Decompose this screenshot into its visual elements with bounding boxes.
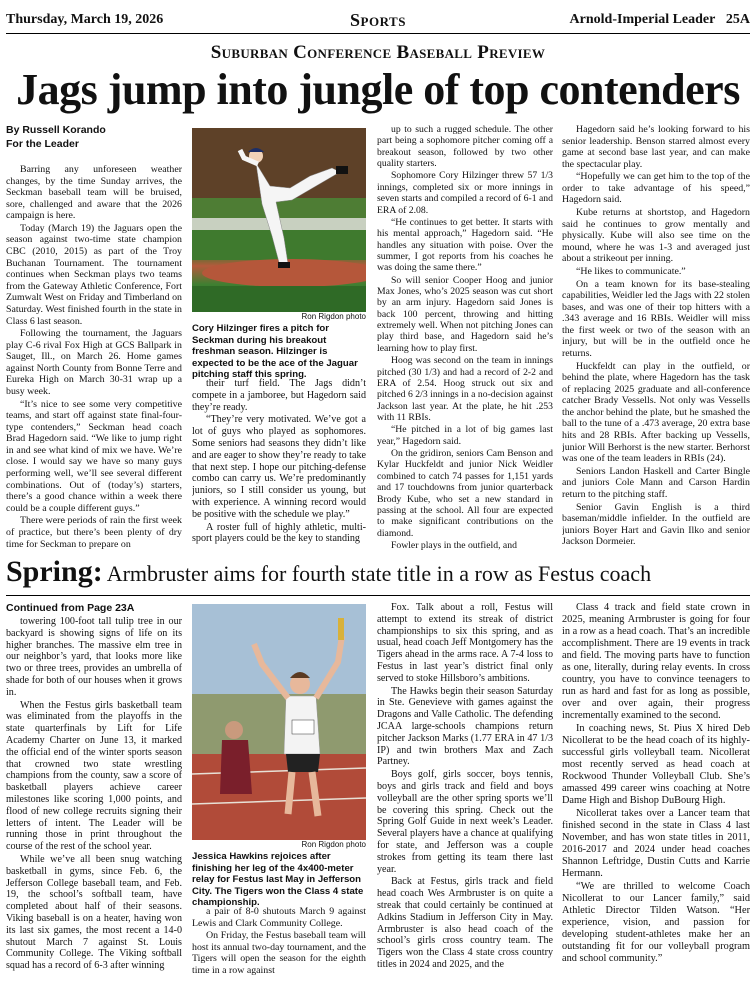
- body-paragraph: “Hopefully we can get him to the top of the order to take advantage of his speed,” Hagedorn said.: [562, 171, 750, 206]
- body-paragraph: “They’re very motivated. We’ve got a lot of guys who played as sophomores. Some seniors had seasons they didn’t like and are eager to show they’re ready to take that next step. I hope our pitching-defense combo can carry us. We’re predominantly juniors, so I still consider us young, but with experience. A winning record would be positive with the schedule we play.”: [192, 414, 366, 520]
- photo2-caption: Jessica Hawkins rejoices after finishing her leg of the 4x400-meter relay for Festus last May in Jefferson City. The Tigers won the Class 4 state championship.: [192, 851, 364, 908]
- paper-name: Arnold-Imperial Leader: [569, 12, 716, 27]
- body-paragraph: In coaching news, St. Pius X hired Deb Nicollerat to be the head coach of its highly-successful girls volleyball team. Nicollerat most recently served as head coach at Rockwood Thunder Volleyball Club. She’s amassed 499 career wins coaching at Notre Dame High and Bishop DuBourg High.: [562, 723, 750, 807]
- story2-column-1: [6, 602, 182, 977]
- body-paragraph: Nicollerat takes over a Lancer team that finished second in the state in Class 4 last November, and has won state titles in 2011, 2016-2017 and 2024 under head coaches Shannon Leftridge, Dustin Cutts and Karrie Hermann.: [562, 808, 750, 880]
- body-paragraph: Following the tournament, the Jaguars play C-6 rival Fox High at GCS Ballpark in Sauget, Ill., on March 26. Home games against North County from Bonne Terre and Eureka High on March 30-31 wrap up a busy week.: [6, 328, 182, 397]
- newspaper-page: [6, 6, 750, 977]
- body-paragraph: a pair of 8-0 shutouts March 9 against Lewis and Clark Community College.: [192, 906, 366, 929]
- body-paragraph: Kube returns at shortstop, and Hagedorn said he continues to grow mentally and physically. Kube will also see time on the mound, where he was 1-3 and averaged just about a strikeout per inning.: [562, 207, 750, 265]
- body-paragraph: Fox. Talk about a roll, Festus will attempt to extend its streak of district championships to six this spring, and as usual, head coach Jeff Montgomery has the Tigers ahead in the arms race. A 7-4 loss to Festus in last year’s district final only served to stoke Hillsboro’s ambitions.: [377, 602, 553, 684]
- photo2-credit: Ron Rigdon photo: [301, 840, 366, 849]
- issue-date: Thursday, March 19, 2026: [6, 12, 164, 27]
- body-paragraph: “He likes to communicate.”: [576, 265, 686, 277]
- page-folio: [6, 6, 750, 34]
- body-paragraph: “He pitched in a lot of big games last year,” Hagedorn said.: [377, 424, 553, 447]
- body-paragraph: Fowler plays in the outfield, and: [391, 539, 517, 551]
- runner-illustration: [192, 604, 366, 840]
- story1-column-4: [562, 124, 750, 552]
- jump-line: Continued from Page 23A: [6, 602, 135, 614]
- body-paragraph: Back at Festus, girls track and field head coach Wes Armbruster is on quite a streak that could certainly be continued at Adkins Stadium in Jefferson City in May. Armbruster is also head coach of the school’s girls cross country team. The Tigers won the Class 4 state cross country titles in 2024 and 2025, and the: [377, 876, 553, 970]
- story-headline: Jags jump into jungle of top contenders: [16, 65, 740, 114]
- body-paragraph: Senior Gavin English is a third baseman/middle infielder. In the outfield are juniors Boyer Hart and Gavin Ilko and senior Jackson Dormeier.: [562, 501, 750, 548]
- body-paragraph: Boys golf, girls soccer, boys tennis, boys and girls track and field and boys volleyball are the other spring sports we’ll be covering this spring. Check out the Spring Golf Guide in next week’s Leader. Several players have a chance at qualifying for state, and Jefferson was a couple strokes from getting its team there last year.: [377, 769, 553, 875]
- body-paragraph: Seniors Landon Haskell and Carter Bingle and juniors Cole Mann and Carson Hardin return to the pitching staff.: [562, 465, 750, 500]
- story-kicker: Suburban Conference Baseball Preview: [210, 42, 546, 63]
- story1-column-1: [6, 124, 182, 552]
- body-paragraph: up to such a rugged schedule. The other part being a sophomore pitcher coming off a breakout season, followed by two other quality starters.: [377, 124, 553, 170]
- story2-column-2: [192, 906, 366, 977]
- body-paragraph: When the Festus girls basketball team was eliminated from the playoffs in the state quarterfinals by Lift for Life Academy Charter on June 13, it marked the official end of the winter sports season that crowned two state wrestling champions from the county, saw a score of basketball players achieve career milestones like scoring 1,000 points, and flood of new college recruits signing their letters of intent. The Leader will be running those in print throughout the course of the rest of the school year.: [6, 699, 182, 853]
- photo-credit: Ron Rigdon photo: [301, 312, 366, 321]
- pitcher-illustration: [192, 128, 366, 312]
- body-paragraph: There were periods of rain the first week of practice, but there’s been plenty of dry time for Seckman to prepare on: [6, 515, 182, 550]
- story2-divider: [6, 595, 750, 596]
- section-name: Sports: [350, 10, 406, 30]
- body-paragraph: So will senior Cooper Hoog and junior Max Jones, who’s 2025 season was cut short by an arm injury. Hagedorn said Jones is back 100 percent, throwing and hitting extremely well. When not pitching Jones can play third base, and Hagedorn said he’s learning how to play first.: [377, 274, 553, 354]
- body-paragraph: “It’s nice to see some very competitive teams, and start off against state final-four-type contenders,” Seckman head coach Brad Hagedorn said. “We like to jump right in and see what kind of mix we have. We’re close. I would say we have so many guys performing well, we’ll see several different combinations. Out of (today’s) starters, there’s a good chance within a week there could be a couple different guys.”: [6, 398, 182, 514]
- body-paragraph: “He continues to get better. It starts with his mental approach,” Hagedorn said. “He handles any situation with poise. Over the summer, I got reports from his coaches he was doing the same there.”: [377, 216, 553, 274]
- body-paragraph: Huckfeldt can play in the outfield, or behind the plate, where Hagedorn has the task of replacing 2025 graduate and all-conference catcher Brady Vessells. Not only was Vessells the anchor behind the plate, but he smashed the ball to the tune of a .473 average, 20 extra base hits and 28 RBIs. After backing up Vessells, junior Will Berhorst is the new starter. Berhorst was one of the team leaders in RBIs (24).: [562, 360, 750, 465]
- story1-column-2: [192, 378, 366, 552]
- body-paragraph: Sophomore Cory Hilzinger threw 57 1/3 innings, completed six or more innings in seven starts and compiled a record of 6-1 and ERA of 2.08.: [377, 170, 553, 216]
- story2-column-4: [562, 602, 750, 977]
- paper-name-page: [570, 12, 750, 28]
- baseball-pitcher-photo: [192, 128, 366, 312]
- story2-headline-text: Armbruster aims for fourth state title in a row as Festus coach: [106, 561, 652, 586]
- body-paragraph: Hagedorn said he’s looking forward to his senior leadership. Benson starred almost every game at second base last year, and can make the spectacular play.: [562, 124, 750, 170]
- body-paragraph: A roster full of highly athletic, multi-sport players could be the key to standing: [192, 521, 366, 545]
- body-paragraph: Hoog was second on the team in innings pitched (30 1/3) and had a record of 2-2 and ERA of 2.54. Hoog struck out six and pitched 6 2/3 innings in a no-decision against Jackson last year. At the plate, he hit .253 with 11 RBIs.: [377, 355, 553, 423]
- photo-caption: Cory Hilzinger fires a pitch for Seckman during his breakout freshman season. Hilzinger is expected to be the ace of the Jaguar pitching staff this spring.: [192, 323, 358, 380]
- byline-affiliation: For the Leader: [6, 138, 79, 150]
- story1-column-3: [377, 124, 553, 552]
- body-paragraph: On a team known for its base-stealing capabilities, Weidler led the Jags with 22 stolen bases, and was one of their top hitters with a .343 average and 16 RBIs. Weidler will miss the first week or two of the season with an injury, but will be in the outfield once he returns.: [562, 278, 750, 359]
- body-paragraph: “We are thrilled to welcome Coach Nicollerat to our Lancer family,” said Athletic Director Tilden Watson. “Her experience, vision, and passion for developing student-athletes make her an outstanding fit for our volleyball program and school community.”: [562, 881, 750, 965]
- body-paragraph: their turf field. The Jags didn’t compete in a jamboree, but Hagedorn said they’re ready.: [192, 378, 366, 413]
- body-paragraph: The Hawks begin their season Saturday in Ste. Genevieve with games against the Dragons and Valle Catholic. The defending JCAA large-schools champions return pitcher Jackson Marks (1.77 ERA in 47 1/3 IP) and twin brothers Max and Zach Partney.: [377, 685, 553, 768]
- byline: By Russell Korando: [6, 124, 106, 136]
- body-paragraph: Barring any unforeseen weather changes, by the time Sunday arrives, the Seckman baseball team will be bruised, sore, challenged and aware that the 2026 campaign is here.: [6, 164, 182, 222]
- track-athlete-photo: [192, 604, 366, 840]
- body-paragraph: Class 4 track and field state crown in 2025, meaning Armbruster is going for four in a row as a head coach. That’s an incredible accomplishment. There are 19 events in track and field. The moving parts have to function as one, literally, during relay events. In cross country, you have to convince teenagers to run as hard and fast for as long as possible, over and over again, their progress incrementally examined to the second.: [562, 602, 750, 722]
- body-paragraph: On the gridiron, seniors Cam Benson and Kylar Huckfeldt and junior Nick Weidler combined to catch 74 passes for 1,151 yards and 17 touchdowns from junior quarterback Brody Kube, who set a new standard in passing at the school. All four are expected to make significant contributions on the diamond.: [377, 448, 553, 539]
- story2-column-3: [377, 602, 553, 977]
- body-paragraph: Today (March 19) the Jaguars open the season against two-time state champion CBC (2010, 2015) as part of the Troy Buchanan Tournament. The tournament continues when Seckman plays two teams from the Gateway Athletic Conference, Fort Zumwalt West on Friday and Timberland on Saturday. West finished fourth in the state in Class 6 last season.: [6, 222, 182, 327]
- body-paragraph: On Friday, the Festus baseball team will host its annual two-day tournament, and the Tigers will open the season for the eighth time in a row against: [192, 930, 366, 976]
- page-number: 25A: [725, 12, 750, 27]
- body-paragraph: While we’ve all been snug watching basketball in gyms, since Feb. 6, the Jefferson College baseball team, and Feb. 19, the school’s softball team, have completed about half of their seasons. Viking baseball is on a heater, having won its last six games, the most recent a 14-0 shutout March 7 against St. Louis Community College. The Viking softball squad has a record of 6-3 after winning: [6, 853, 182, 972]
- story2-headline-lead: Spring:: [6, 555, 103, 588]
- body-paragraph: towering 100-foot tall tulip tree in our backyard is showing signs of life on its higher branches. The massive elm tree in our neighbor’s yard, that looks more like two or three trees, provides an umbrella of shade for both of our houses when it grows in.: [6, 616, 182, 698]
- story2-headline: [6, 555, 750, 589]
